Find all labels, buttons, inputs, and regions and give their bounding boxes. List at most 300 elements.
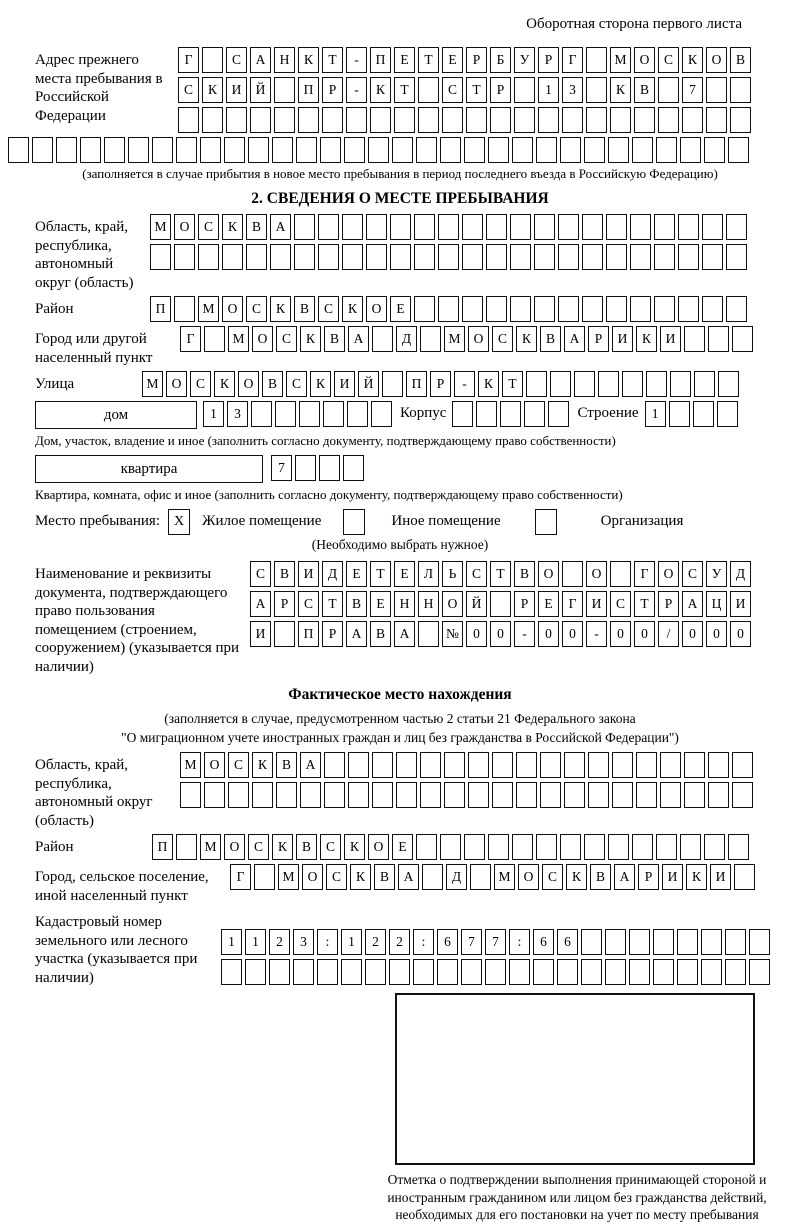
actual-region-row-1[interactable]	[180, 752, 753, 778]
char-cell[interactable]	[414, 296, 435, 322]
char-cell[interactable]: Р	[638, 864, 659, 890]
char-cell[interactable]	[254, 864, 275, 890]
char-cell[interactable]	[605, 929, 626, 955]
char-cell[interactable]: С	[492, 326, 513, 352]
char-cell[interactable]	[510, 296, 531, 322]
char-cell[interactable]	[536, 834, 557, 860]
char-cell[interactable]: С	[442, 77, 463, 103]
char-cell[interactable]: О	[174, 214, 195, 240]
char-cell[interactable]	[562, 561, 583, 587]
char-cell[interactable]	[684, 782, 705, 808]
char-cell[interactable]: М	[494, 864, 515, 890]
stay-type-checkbox-residential[interactable]: X	[168, 509, 190, 535]
cadastral-row-2[interactable]	[221, 959, 770, 985]
char-cell[interactable]	[442, 107, 463, 133]
char-cell[interactable]: Т	[418, 47, 439, 73]
char-cell[interactable]: 1	[245, 929, 266, 955]
char-cell[interactable]: Р	[466, 47, 487, 73]
char-cell[interactable]: Р	[274, 591, 295, 617]
char-cell[interactable]: Е	[370, 591, 391, 617]
char-cell[interactable]	[490, 591, 511, 617]
char-cell[interactable]: С	[610, 591, 631, 617]
char-cell[interactable]: С	[190, 371, 211, 397]
char-cell[interactable]	[462, 296, 483, 322]
char-cell[interactable]: Т	[466, 77, 487, 103]
char-cell[interactable]	[646, 371, 667, 397]
char-cell[interactable]	[704, 834, 725, 860]
char-cell[interactable]: О	[538, 561, 559, 587]
char-cell[interactable]	[390, 244, 411, 270]
char-cell[interactable]: Н	[394, 591, 415, 617]
char-cell[interactable]	[669, 401, 690, 427]
char-cell[interactable]: 0	[466, 621, 487, 647]
char-cell[interactable]	[221, 959, 242, 985]
char-cell[interactable]	[558, 244, 579, 270]
char-cell[interactable]	[476, 401, 497, 427]
char-cell[interactable]	[730, 107, 751, 133]
char-cell[interactable]: О	[238, 371, 259, 397]
char-cell[interactable]	[324, 752, 345, 778]
char-cell[interactable]	[538, 107, 559, 133]
char-cell[interactable]	[322, 107, 343, 133]
char-cell[interactable]: К	[610, 77, 631, 103]
char-cell[interactable]	[319, 455, 340, 481]
char-cell[interactable]	[634, 107, 655, 133]
char-cell[interactable]	[512, 834, 533, 860]
char-cell[interactable]	[694, 371, 715, 397]
char-cell[interactable]	[468, 752, 489, 778]
char-cell[interactable]: А	[394, 621, 415, 647]
prev-address-row-4[interactable]	[8, 137, 800, 163]
char-cell[interactable]: С	[178, 77, 199, 103]
char-cell[interactable]: -	[454, 371, 475, 397]
char-cell[interactable]: В	[246, 214, 267, 240]
char-cell[interactable]	[365, 959, 386, 985]
char-cell[interactable]	[726, 214, 747, 240]
char-cell[interactable]	[660, 752, 681, 778]
char-cell[interactable]	[656, 137, 677, 163]
char-cell[interactable]: 1	[645, 401, 666, 427]
char-cell[interactable]	[296, 137, 317, 163]
char-cell[interactable]	[444, 752, 465, 778]
char-cell[interactable]	[510, 214, 531, 240]
char-cell[interactable]: М	[150, 214, 171, 240]
char-cell[interactable]	[704, 137, 725, 163]
char-cell[interactable]	[598, 371, 619, 397]
char-cell[interactable]: Б	[490, 47, 511, 73]
char-cell[interactable]	[560, 834, 581, 860]
char-cell[interactable]	[534, 214, 555, 240]
char-cell[interactable]	[654, 244, 675, 270]
char-cell[interactable]	[324, 782, 345, 808]
char-cell[interactable]	[514, 77, 535, 103]
char-cell[interactable]	[294, 244, 315, 270]
char-cell[interactable]: М	[198, 296, 219, 322]
char-cell[interactable]	[560, 137, 581, 163]
char-cell[interactable]: Т	[394, 77, 415, 103]
char-cell[interactable]	[678, 244, 699, 270]
char-cell[interactable]: :	[509, 929, 530, 955]
char-cell[interactable]: В	[324, 326, 345, 352]
char-cell[interactable]	[366, 244, 387, 270]
char-cell[interactable]: М	[610, 47, 631, 73]
char-cell[interactable]	[726, 244, 747, 270]
char-cell[interactable]: П	[370, 47, 391, 73]
char-cell[interactable]	[444, 782, 465, 808]
char-cell[interactable]	[372, 326, 393, 352]
char-cell[interactable]	[226, 107, 247, 133]
char-cell[interactable]: М	[228, 326, 249, 352]
char-cell[interactable]: С	[276, 326, 297, 352]
char-cell[interactable]: 1	[341, 929, 362, 955]
char-cell[interactable]: И	[710, 864, 731, 890]
char-cell[interactable]	[300, 782, 321, 808]
char-cell[interactable]	[452, 401, 473, 427]
char-cell[interactable]	[622, 371, 643, 397]
char-cell[interactable]	[396, 752, 417, 778]
char-cell[interactable]	[588, 782, 609, 808]
char-cell[interactable]: 0	[706, 621, 727, 647]
char-cell[interactable]: П	[406, 371, 427, 397]
char-cell[interactable]	[176, 834, 197, 860]
char-cell[interactable]	[682, 107, 703, 133]
actual-district-row[interactable]	[152, 834, 749, 860]
char-cell[interactable]	[228, 782, 249, 808]
char-cell[interactable]	[524, 401, 545, 427]
char-cell[interactable]	[680, 834, 701, 860]
char-cell[interactable]: Р	[588, 326, 609, 352]
char-cell[interactable]	[632, 834, 653, 860]
char-cell[interactable]	[658, 77, 679, 103]
char-cell[interactable]: К	[298, 47, 319, 73]
char-cell[interactable]	[490, 107, 511, 133]
char-cell[interactable]: К	[270, 296, 291, 322]
char-cell[interactable]	[610, 561, 631, 587]
char-cell[interactable]	[295, 455, 316, 481]
char-cell[interactable]: В	[370, 621, 391, 647]
char-cell[interactable]	[438, 296, 459, 322]
char-cell[interactable]: Е	[346, 561, 367, 587]
char-cell[interactable]	[8, 137, 29, 163]
char-cell[interactable]	[540, 752, 561, 778]
char-cell[interactable]: К	[516, 326, 537, 352]
char-cell[interactable]: 7	[461, 929, 482, 955]
char-cell[interactable]	[612, 782, 633, 808]
char-cell[interactable]	[416, 834, 437, 860]
char-cell[interactable]	[701, 929, 722, 955]
char-cell[interactable]: 1	[221, 929, 242, 955]
char-cell[interactable]	[372, 752, 393, 778]
char-cell[interactable]: К	[310, 371, 331, 397]
char-cell[interactable]	[548, 401, 569, 427]
char-cell[interactable]	[629, 929, 650, 955]
char-cell[interactable]: А	[346, 621, 367, 647]
char-cell[interactable]: 6	[437, 929, 458, 955]
char-cell[interactable]: С	[226, 47, 247, 73]
char-cell[interactable]	[318, 214, 339, 240]
char-cell[interactable]: М	[142, 371, 163, 397]
char-cell[interactable]: М	[278, 864, 299, 890]
char-cell[interactable]: В	[346, 591, 367, 617]
char-cell[interactable]	[702, 214, 723, 240]
char-cell[interactable]	[636, 782, 657, 808]
char-cell[interactable]	[370, 107, 391, 133]
char-cell[interactable]	[582, 296, 603, 322]
char-cell[interactable]: С	[318, 296, 339, 322]
char-cell[interactable]	[464, 834, 485, 860]
char-cell[interactable]	[438, 244, 459, 270]
char-cell[interactable]	[274, 77, 295, 103]
char-cell[interactable]	[732, 326, 753, 352]
char-cell[interactable]: И	[586, 591, 607, 617]
char-cell[interactable]	[630, 214, 651, 240]
region-row-1[interactable]	[150, 214, 747, 240]
char-cell[interactable]: Р	[322, 621, 343, 647]
char-cell[interactable]: -	[514, 621, 535, 647]
char-cell[interactable]	[588, 752, 609, 778]
char-cell[interactable]	[32, 137, 53, 163]
char-cell[interactable]: О	[366, 296, 387, 322]
char-cell[interactable]: 2	[365, 929, 386, 955]
char-cell[interactable]: Т	[502, 371, 523, 397]
char-cell[interactable]: С	[248, 834, 269, 860]
char-cell[interactable]	[500, 401, 521, 427]
char-cell[interactable]: Т	[322, 47, 343, 73]
confirmation-mark-box[interactable]	[395, 993, 755, 1165]
house-number-row[interactable]	[203, 401, 392, 427]
char-cell[interactable]	[677, 929, 698, 955]
char-cell[interactable]: В	[262, 371, 283, 397]
char-cell[interactable]: О	[442, 591, 463, 617]
char-cell[interactable]: 3	[562, 77, 583, 103]
char-cell[interactable]	[346, 107, 367, 133]
char-cell[interactable]	[246, 244, 267, 270]
char-cell[interactable]	[670, 371, 691, 397]
char-cell[interactable]	[294, 214, 315, 240]
char-cell[interactable]: 7	[682, 77, 703, 103]
district-row[interactable]	[150, 296, 747, 322]
char-cell[interactable]: К	[686, 864, 707, 890]
char-cell[interactable]	[466, 107, 487, 133]
char-cell[interactable]	[272, 137, 293, 163]
char-cell[interactable]: Д	[396, 326, 417, 352]
char-cell[interactable]: С	[682, 561, 703, 587]
char-cell[interactable]: Е	[394, 47, 415, 73]
char-cell[interactable]	[396, 782, 417, 808]
char-cell[interactable]	[420, 782, 441, 808]
char-cell[interactable]	[492, 752, 513, 778]
street-row[interactable]	[142, 371, 739, 397]
char-cell[interactable]: И	[298, 561, 319, 587]
char-cell[interactable]: В	[294, 296, 315, 322]
apartment-number-row[interactable]	[271, 455, 364, 481]
char-cell[interactable]: Е	[538, 591, 559, 617]
char-cell[interactable]: К	[350, 864, 371, 890]
char-cell[interactable]: Е	[442, 47, 463, 73]
char-cell[interactable]: Н	[418, 591, 439, 617]
char-cell[interactable]	[584, 834, 605, 860]
char-cell[interactable]	[200, 137, 221, 163]
char-cell[interactable]	[344, 137, 365, 163]
char-cell[interactable]	[653, 959, 674, 985]
char-cell[interactable]	[389, 959, 410, 985]
char-cell[interactable]	[222, 244, 243, 270]
char-cell[interactable]: /	[658, 621, 679, 647]
actual-region-row-2[interactable]	[180, 782, 753, 808]
char-cell[interactable]: В	[274, 561, 295, 587]
char-cell[interactable]	[684, 326, 705, 352]
char-cell[interactable]	[276, 782, 297, 808]
char-cell[interactable]	[534, 296, 555, 322]
char-cell[interactable]: К	[272, 834, 293, 860]
char-cell[interactable]	[677, 959, 698, 985]
char-cell[interactable]: А	[348, 326, 369, 352]
char-cell[interactable]: С	[658, 47, 679, 73]
document-row-3[interactable]	[250, 621, 751, 647]
char-cell[interactable]	[299, 401, 320, 427]
char-cell[interactable]: 6	[557, 929, 578, 955]
char-cell[interactable]	[248, 137, 269, 163]
char-cell[interactable]: В	[374, 864, 395, 890]
char-cell[interactable]	[366, 214, 387, 240]
char-cell[interactable]	[660, 782, 681, 808]
char-cell[interactable]	[462, 214, 483, 240]
char-cell[interactable]	[347, 401, 368, 427]
char-cell[interactable]: -	[346, 47, 367, 73]
char-cell[interactable]: С	[228, 752, 249, 778]
char-cell[interactable]: О	[302, 864, 323, 890]
char-cell[interactable]	[678, 214, 699, 240]
char-cell[interactable]: Д	[322, 561, 343, 587]
char-cell[interactable]: А	[398, 864, 419, 890]
char-cell[interactable]: Г	[180, 326, 201, 352]
char-cell[interactable]: П	[150, 296, 171, 322]
char-cell[interactable]: У	[706, 561, 727, 587]
char-cell[interactable]: И	[660, 326, 681, 352]
char-cell[interactable]: К	[636, 326, 657, 352]
char-cell[interactable]	[749, 929, 770, 955]
char-cell[interactable]	[413, 959, 434, 985]
char-cell[interactable]	[488, 137, 509, 163]
char-cell[interactable]	[440, 834, 461, 860]
char-cell[interactable]: 2	[389, 929, 410, 955]
char-cell[interactable]: Р	[490, 77, 511, 103]
char-cell[interactable]	[706, 77, 727, 103]
char-cell[interactable]	[420, 752, 441, 778]
char-cell[interactable]: А	[564, 326, 585, 352]
char-cell[interactable]	[250, 107, 271, 133]
char-cell[interactable]	[343, 455, 364, 481]
char-cell[interactable]: Т	[322, 591, 343, 617]
char-cell[interactable]: С	[542, 864, 563, 890]
char-cell[interactable]: К	[202, 77, 223, 103]
char-cell[interactable]	[174, 296, 195, 322]
char-cell[interactable]	[418, 621, 439, 647]
char-cell[interactable]: И	[662, 864, 683, 890]
char-cell[interactable]	[654, 296, 675, 322]
char-cell[interactable]	[368, 137, 389, 163]
char-cell[interactable]: К	[566, 864, 587, 890]
char-cell[interactable]: Т	[370, 561, 391, 587]
char-cell[interactable]	[526, 371, 547, 397]
char-cell[interactable]: №	[442, 621, 463, 647]
stay-type-checkbox-other[interactable]	[343, 509, 365, 535]
char-cell[interactable]: О	[518, 864, 539, 890]
char-cell[interactable]	[202, 107, 223, 133]
char-cell[interactable]: И	[226, 77, 247, 103]
cadastral-row-1[interactable]	[221, 929, 770, 955]
char-cell[interactable]: 1	[203, 401, 224, 427]
char-cell[interactable]: 0	[538, 621, 559, 647]
char-cell[interactable]: О	[658, 561, 679, 587]
char-cell[interactable]: В	[730, 47, 751, 73]
char-cell[interactable]: О	[166, 371, 187, 397]
char-cell[interactable]	[275, 401, 296, 427]
char-cell[interactable]: С	[286, 371, 307, 397]
char-cell[interactable]	[718, 371, 739, 397]
char-cell[interactable]: Ц	[706, 591, 727, 617]
char-cell[interactable]: С	[466, 561, 487, 587]
char-cell[interactable]	[636, 752, 657, 778]
char-cell[interactable]	[440, 137, 461, 163]
char-cell[interactable]	[488, 834, 509, 860]
char-cell[interactable]	[509, 959, 530, 985]
char-cell[interactable]	[728, 834, 749, 860]
char-cell[interactable]	[540, 782, 561, 808]
char-cell[interactable]	[574, 371, 595, 397]
char-cell[interactable]: Л	[418, 561, 439, 587]
char-cell[interactable]	[581, 959, 602, 985]
char-cell[interactable]	[608, 834, 629, 860]
char-cell[interactable]: 7	[485, 929, 506, 955]
region-row-2[interactable]	[150, 244, 747, 270]
char-cell[interactable]	[726, 296, 747, 322]
char-cell[interactable]	[514, 107, 535, 133]
char-cell[interactable]: О	[706, 47, 727, 73]
char-cell[interactable]: О	[252, 326, 273, 352]
char-cell[interactable]: В	[296, 834, 317, 860]
char-cell[interactable]	[581, 929, 602, 955]
char-cell[interactable]	[510, 244, 531, 270]
char-cell[interactable]: О	[586, 561, 607, 587]
stroenie-row[interactable]	[645, 401, 738, 427]
char-cell[interactable]	[224, 137, 245, 163]
char-cell[interactable]: С	[246, 296, 267, 322]
char-cell[interactable]: К	[222, 214, 243, 240]
char-cell[interactable]	[533, 959, 554, 985]
char-cell[interactable]: Г	[178, 47, 199, 73]
char-cell[interactable]	[693, 401, 714, 427]
char-cell[interactable]: С	[250, 561, 271, 587]
char-cell[interactable]: Г	[634, 561, 655, 587]
char-cell[interactable]: Т	[490, 561, 511, 587]
char-cell[interactable]	[702, 244, 723, 270]
char-cell[interactable]	[630, 244, 651, 270]
char-cell[interactable]: В	[590, 864, 611, 890]
char-cell[interactable]	[341, 959, 362, 985]
char-cell[interactable]: К	[682, 47, 703, 73]
char-cell[interactable]	[534, 244, 555, 270]
char-cell[interactable]	[557, 959, 578, 985]
char-cell[interactable]: 0	[682, 621, 703, 647]
char-cell[interactable]	[274, 621, 295, 647]
char-cell[interactable]: Й	[250, 77, 271, 103]
char-cell[interactable]: Д	[730, 561, 751, 587]
char-cell[interactable]: Н	[274, 47, 295, 73]
char-cell[interactable]: 3	[227, 401, 248, 427]
char-cell[interactable]	[176, 137, 197, 163]
char-cell[interactable]: Р	[322, 77, 343, 103]
